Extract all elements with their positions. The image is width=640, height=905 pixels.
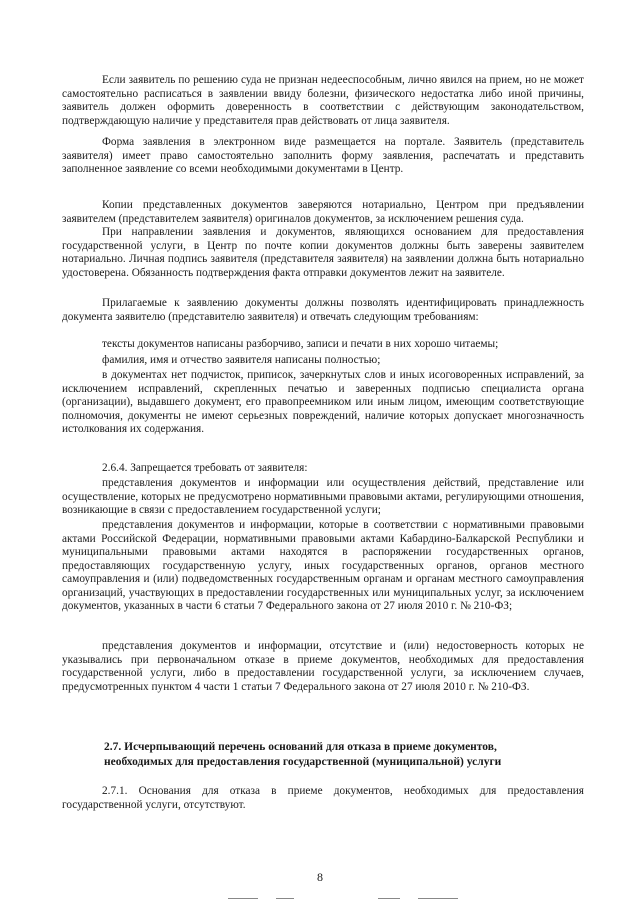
- list-item-legible-text: тексты документов написаны разборчиво, записи и печати в них хорошо читаемы;: [102, 338, 499, 350]
- list-item-no-corrections: в документах нет подчисток, приписок, зачеркнутых слов и иных исоговоренных исправлений, за исключением исправлений, скрепленных печатью и заверенных подписью специалиста органа (организации), выдавшего документ, его правопреемником или иным лицом, имеющим соответствующие полномочия, документы не имеют серьезных повреждений, наличие которых допускает многозначность истолкования их содержания.: [62, 369, 584, 435]
- list-item-full-name: фамилия, имя и отчество заявителя написаны полностью;: [102, 354, 381, 366]
- scan-bottom-marks: [228, 898, 488, 900]
- page-number: 8: [317, 870, 323, 884]
- section-heading-2-7: 2.7. Исчерпывающий перечень оснований для отказа в приеме документов, необходимых для предоставления государственной (муниципальной) услуги: [104, 741, 502, 768]
- paragraph-postal-submission: При направлении заявления и документов, являющихся основанием для предоставления государственной услуги, в Центр по почте копии документов должны быть заверены заявителем нотариально. Личная подпись заявителя (представителя заявителя) на заявлении должна быть нотариально удостоверена. Обязанность подтверждения факта отправки документов лежит на заявителе.: [62, 226, 584, 279]
- paragraph-document-requirements: Прилагаемые к заявлению документы должны позволять идентифицировать принадлежность документа заявителю (представителю заявителя) и отвечать следующим требованиям:: [62, 297, 584, 323]
- list-item-initial-refusal: представления документов и информации, отсутствие и (или) недостоверность которых не указывались при первоначальном отказе в приеме документов, необходимых для предоставления государственной услуги, либо в предоставлении государственной услуги, за исключением случаев, предусмотренных пунктом 4 части 1 статьи 7 Федерального закона от 27 июля 2010 г. № 210-ФЗ.: [62, 640, 584, 693]
- list-item-documents-held-by-agencies: представления документов и информации, которые в соответствии с нормативными правовыми актами Российской Федерации, нормативными правовыми актами Кабардино-Балкарской Республики и муниципальными правовыми актами находятся в распоряжении государственных органов, предоставляющих государственную услугу, иных государственных органов, органов местного самоуправления и (или) подведомственных государственным органам и органам местного самоуправления организаций, участвующих в предоставлении государственных или муниципальных услуг, за исключением документов, указанных в части 6 статьи 7 Федерального закона от 27 июля 2010 г. № 210-ФЗ;: [62, 519, 584, 612]
- paragraph-notarized-copies: Копии представленных документов заверяются нотариально, Центром при предъявлении заявителем (представителем заявителя) оригиналов документов, за исключением решения суда.: [62, 199, 584, 225]
- paragraph-electronic-form: Форма заявления в электронном виде размещается на портале. Заявитель (представитель заявителя) имеет право самостоятельно заполнить форму заявления, распечатать и представить заполненное заявление со всеми необходимыми документами в Центр.: [62, 136, 584, 175]
- list-item-not-required-actions: представления документов и информации или осуществления действий, представление или осуществление, которых не предусмотрено нормативными правовыми актами, регулирующими отношения, возникающие в связи с предоставлением государственной услуги;: [62, 477, 584, 516]
- paragraph-representative-signature: Если заявитель по решению суда не признан недееспособным, лично явился на прием, но не может самостоятельно расписаться в заявлении ввиду болезни, физического недостатка либо иной причины, заявитель должен оформить доверенность в соответствии с действующим законодательством, подтверждающую наличие у представителя прав действовать от лица заявителя.: [62, 74, 584, 127]
- paragraph-2-7-1: 2.7.1. Основания для отказа в приеме документов, необходимых для предоставления государственной услуги, отсутствуют.: [62, 785, 584, 811]
- paragraph-2-6-4: 2.6.4. Запрещается требовать от заявителя:: [102, 462, 308, 474]
